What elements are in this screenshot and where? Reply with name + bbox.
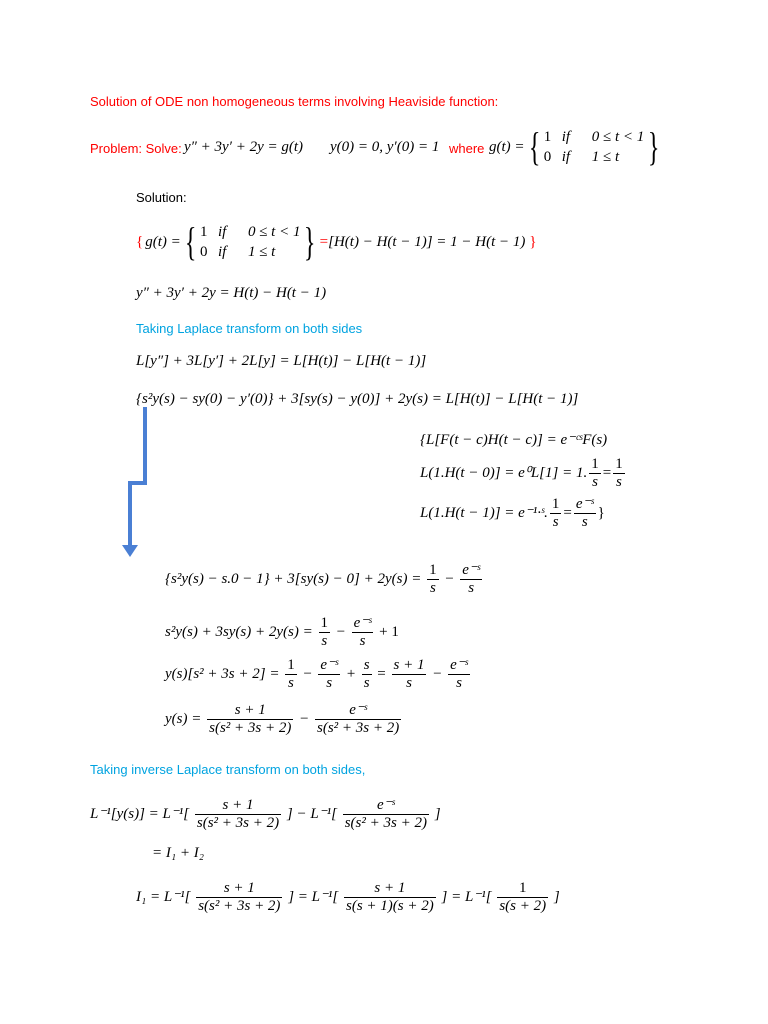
laplace-heading: Taking Laplace transform on both sides: [136, 321, 363, 336]
right-brace: }: [648, 124, 660, 169]
laplace-equation-1: L[y″] + 3L[y′] + 2L[y] = L[H(t)] − L[H(t − 1)]: [136, 353, 427, 369]
step-2: s²y(s) + 3sy(s) + 2y(s) = $\frac{1}{s}$ − $\frac{\text{e⁻ˢ}}{s}$ + 1: [165, 615, 399, 649]
laplace-h1: L(1.H(t − 1)] = e⁻¹·ˢ. $\frac{1}{s}$ = $\frac{\text{e⁻ˢ}}{s}$ }: [420, 496, 605, 530]
step-4: y(s) = $\frac{s + 1}{\text{s(s² + 3s + 2)}}$ − $\frac{\text{e⁻ˢ}}{\text{s(s² + 3s + 2)}}$: [165, 702, 400, 736]
solution-label: Solution:: [136, 190, 187, 205]
g-restated: { g(t) = { 1 if 0 ≤ t < 1 0 if 1 ≤ t } = [H(t) − H(t − 1)] = 1 − H(t − 1) }: [136, 219, 537, 264]
page-heading: Solution of ODE non homogeneous terms involving Heaviside function:: [90, 94, 499, 109]
g-definition: g(t) = { 1 if 0 ≤ t < 1 0 if 1 ≤ t }: [489, 124, 660, 169]
left-brace: {: [528, 124, 540, 169]
where-label: where: [449, 141, 485, 156]
step-1: {s²y(s) − s.0 − 1} + 3[sy(s) − 0] + 2y(s) = $\frac{1}{s}$ − $\frac{\text{e⁻ˢ}}{s}$: [165, 562, 480, 596]
shift-theorem: {L[F(t − c)H(t − c)] = e⁻ᶜˢF(s): [420, 432, 608, 448]
ode-heaviside: y″ + 3y′ + 2y = H(t) − H(t − 1): [136, 285, 327, 301]
step-3: y(s)[s² + 3s + 2] = $\frac{1}{s}$ − $\frac{\text{e⁻ˢ}}{s}$ + $\frac{s}{s}$ = $\frac{s + 1}{s}$ − $\frac{\text{e⁻ˢ}}{s}$: [165, 657, 468, 691]
laplace-equation-2: {s²y(s) − sy(0) − y′(0)} + 3[sy(s) − y(0)] + 2y(s) = L[H(t)] − L[H(t − 1)]: [136, 391, 579, 407]
inverse-heading: Taking inverse Laplace transform on both sides,: [90, 762, 366, 777]
down-arrow-icon: [118, 405, 158, 560]
problem-label: Problem: Solve:: [90, 141, 182, 156]
initial-conditions: y(0) = 0, y′(0) = 1: [330, 139, 440, 155]
laplace-h0: L(1.H(t − 0)] = e⁰L[1] = 1. $\frac{1}{s}$ = $\frac{1}{s}$: [420, 456, 623, 490]
i1-equation: I₁ = L⁻¹[ $\frac{s + 1}{\text{s(s² + 3s + 2)}}$ ] = L⁻¹[ $\frac{s + 1}{s(s + 1)(s + 2)}$ ] = L⁻¹[ $\frac{1}{s(s + 2)}$ ]: [136, 880, 560, 914]
inverse-equation: L⁻¹[y(s)] = L⁻¹[ $\frac{s + 1}{\text{s(s² + 3s + 2)}}$ ] − L⁻¹[ $\frac{\text{e⁻ˢ}}{\text{s(s² + 3s + 2)}}$ ]: [90, 797, 441, 831]
inverse-sum: = I₁ + I₂: [152, 845, 204, 861]
problem-equation: y″ + 3y′ + 2y = g(t): [184, 139, 304, 155]
